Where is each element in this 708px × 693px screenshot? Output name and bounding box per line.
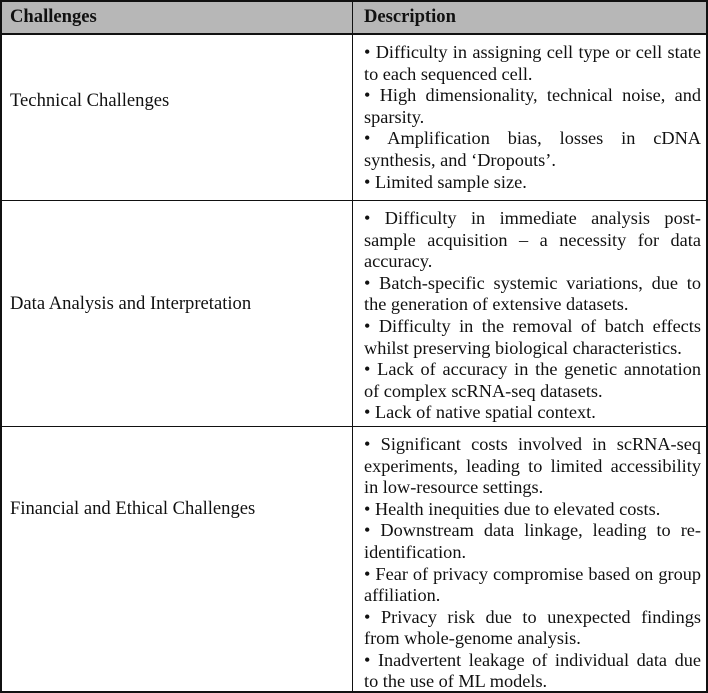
bullet-item: • Amplification bias, losses in cDNA synthesis, and ‘Dropouts’.: [364, 128, 701, 170]
bullet-item: • Downstream data linkage, leading to re-identification.: [364, 520, 701, 562]
challenge-cell: [2, 35, 353, 200]
header-cell-challenges: Challenges: [2, 2, 353, 33]
bullet-item: • Lack of accuracy in the genetic annotation of complex scRNA-seq datasets.: [364, 359, 701, 401]
challenge-label: Financial and Ethical Challenges: [10, 497, 256, 519]
bullet-item: • Fear of privacy compromise based on group affiliation.: [364, 563, 701, 606]
bullet-item: • Batch-specific systemic variations, due to the generation of extensive datasets.: [364, 272, 701, 315]
bullet-item: • Inadvertent leakage of individual data due to the use of ML models.: [364, 649, 701, 692]
challenge-cell: [2, 201, 353, 426]
bullet-item: • Health inequities due to elevated costs.: [364, 498, 661, 519]
bullet-item: • Significant costs involved in scRNA-seq experiments, leading to limited accessibility in low-resource settings.: [364, 433, 701, 498]
description-cell: [353, 427, 706, 693]
table-row: [2, 201, 706, 427]
bullet-item: • Limited sample size.: [364, 171, 527, 192]
bullet-item: • High dimensionality, technical noise, and sparsity.: [364, 85, 701, 127]
challenge-label: Data Analysis and Interpretation: [10, 293, 252, 314]
header-cell-description: Description: [364, 6, 456, 27]
bullet-item: • Difficulty in assigning cell type or cell state to each sequenced cell.: [364, 42, 701, 84]
bullet-item: • Lack of native spatial context.: [364, 402, 596, 423]
table-row: [2, 35, 706, 201]
challenge-label: Technical Challenges: [10, 90, 170, 111]
description-cell: [353, 201, 706, 426]
table-body: [2, 35, 706, 693]
bullet-item: • Difficulty in immediate analysis post-sample acquisition – a necessity for data accuracy.: [364, 208, 701, 272]
table-header-row: [2, 2, 706, 35]
bullet-item: • Privacy risk due to unexpected findings from whole-genome analysis.: [364, 606, 701, 649]
table-row: [2, 427, 706, 693]
challenge-cell: [2, 427, 353, 693]
bullet-item: • Difficulty in the removal of batch effects whilst preserving biological characteristics.: [364, 315, 701, 358]
description-cell: [353, 35, 706, 200]
